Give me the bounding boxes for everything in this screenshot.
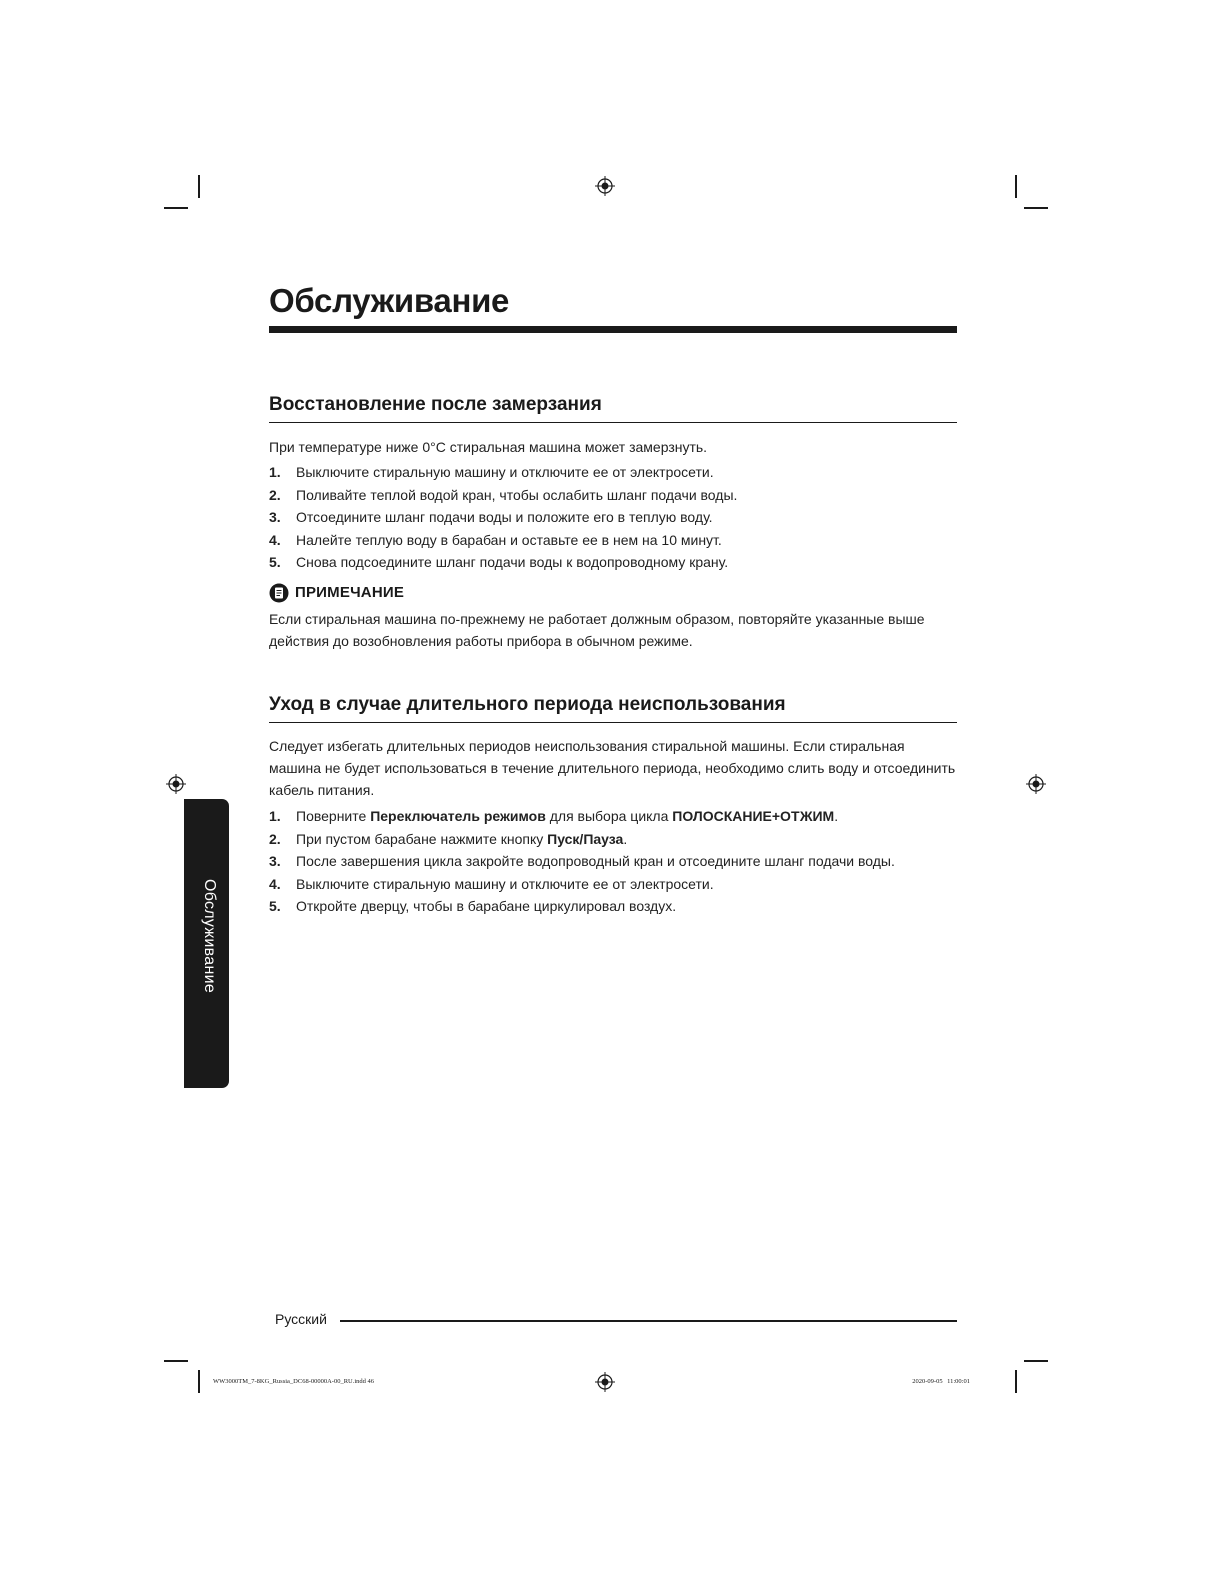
registration-mark-icon: [1026, 774, 1046, 794]
list-item: [269, 805, 957, 828]
registration-mark-icon: [595, 1372, 615, 1392]
list-item: [269, 529, 957, 552]
chapter-side-tab: [184, 799, 229, 1088]
slug-date-info: 2020-09-05 11:00:01: [912, 1378, 970, 1385]
crop-mark: [198, 1370, 200, 1393]
section-long-idle-care: [269, 694, 957, 918]
footer-rule: [340, 1320, 957, 1322]
steps-list: [269, 461, 957, 574]
step-text: Поливайте теплой водой кран, чтобы ослабить шланг подачи воды.: [296, 486, 738, 503]
steps-list: [269, 805, 957, 918]
side-tab-label: Обслуживание: [200, 878, 218, 994]
step-number: 1.: [269, 464, 281, 480]
mode-selector-term: Переключатель режимов: [370, 808, 546, 824]
step-text: Поверните: [296, 808, 371, 824]
button-term: Пуск/Пауза: [547, 830, 624, 847]
list-item: [269, 873, 957, 896]
step-number: 2.: [269, 830, 281, 847]
list-item: [269, 828, 957, 851]
cycle-name: ПОЛОСКАНИЕ+ОТЖИМ: [672, 808, 835, 824]
page-title: Обслуживание: [269, 282, 510, 319]
list-item: [269, 895, 957, 918]
title-rule: [269, 326, 957, 333]
list-item: [269, 484, 957, 507]
step-text: .: [623, 830, 628, 847]
registration-mark-icon: [595, 176, 615, 196]
step-number: 1.: [269, 808, 281, 824]
footer-language: Русский: [275, 1311, 327, 1327]
step-number: 2.: [269, 486, 281, 503]
step-text: После завершения цикла закройте водопроводный кран и отсоедините шланг подачи воды.: [296, 853, 895, 869]
section-freeze-recovery: [269, 394, 957, 652]
section-intro: Следует избегать длительных периодов неиспользования стиральной машины. Если стиральная машина не будет использоваться в течение длительного периода, необходимо слить воду и отсоединить кабель питания.: [269, 738, 956, 798]
section-heading: Уход в случае длительного периода неиспользования: [269, 694, 957, 723]
step-text: При пустом барабане нажмите кнопку: [296, 830, 548, 847]
step-text: Выключите стиральную машину и отключите ее от электросети.: [296, 875, 714, 892]
crop-mark: [164, 207, 188, 209]
note-text: Если стиральная машина по-прежнему не работает должным образом, повторяйте указанные выше действия до возобновления работы прибора в обычном режиме.: [269, 610, 925, 649]
step-text: для выбора цикла: [545, 808, 673, 824]
note-label: ПРИМЕЧАНИЕ: [295, 584, 405, 601]
list-item: [269, 551, 957, 574]
step-text: Налейте теплую воду в барабан и оставьте ее в нем на 10 минут.: [296, 531, 722, 548]
step-number: 4.: [269, 875, 281, 892]
step-text: Снова подсоедините шланг подачи воды к водопроводному крану.: [296, 554, 729, 570]
crop-mark: [1024, 207, 1048, 209]
step-text: Откройте дверцу, чтобы в барабане циркулировал воздух.: [296, 898, 677, 914]
step-text: Выключите стиральную машину и отключите ее от электросети.: [296, 464, 714, 480]
step-number: 5.: [269, 898, 281, 914]
crop-mark: [164, 1360, 188, 1362]
note-icon: [269, 583, 289, 603]
list-item: [269, 850, 957, 873]
note-header: [269, 582, 957, 604]
step-number: 3.: [269, 509, 281, 525]
step-text: .: [834, 808, 839, 824]
crop-mark: [1015, 1370, 1017, 1393]
registration-mark-icon: [166, 774, 186, 794]
section-intro: При температуре ниже 0°C стиральная машина может замерзнуть.: [269, 439, 708, 455]
list-item: [269, 506, 957, 529]
step-number: 3.: [269, 853, 281, 869]
list-item: [269, 461, 957, 484]
crop-mark: [1015, 175, 1017, 198]
step-text: Отсоедините шланг подачи воды и положите его в теплую воду.: [296, 509, 713, 525]
slug-file-info: WW3000TM_7-8KG_Russia_DC68-00000A-00_RU.indd 46: [213, 1378, 375, 1385]
step-number: 5.: [269, 554, 281, 570]
crop-mark: [1024, 1360, 1048, 1362]
crop-mark: [198, 175, 200, 198]
step-number: 4.: [269, 531, 281, 548]
section-heading: Восстановление после замерзания: [269, 394, 957, 423]
